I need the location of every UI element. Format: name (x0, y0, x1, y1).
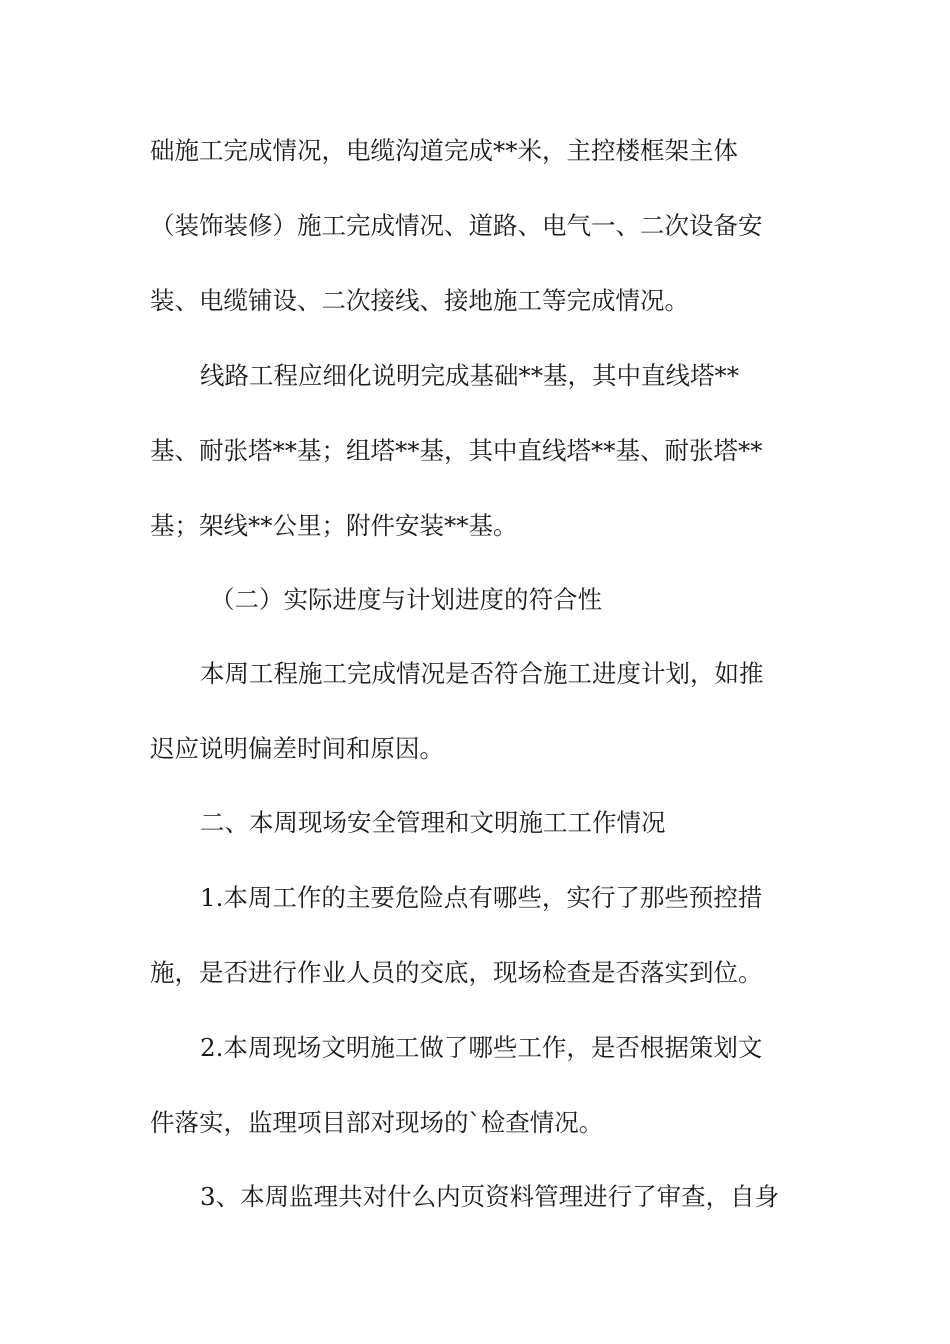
paragraph-line: 础施工完成情况，电缆沟道完成**米，主控楼框架主体 (150, 136, 738, 165)
section-heading: （二）实际进度与计划进度的符合性 (210, 585, 602, 614)
list-item-line: 件落实，监理项目部对现场的`检查情况。 (150, 1108, 604, 1137)
paragraph-line: （装饰装修）施工完成情况、道路、电气一、二次设备安 (150, 211, 763, 240)
paragraph-line: 装、电缆铺设、二次接线、接地施工等完成情况。 (150, 286, 689, 315)
list-item-line: 1.本周工作的主要危险点有哪些，实行了那些预控措 (200, 883, 763, 912)
paragraph-line: 基；架线**公里；附件安装**基。 (150, 511, 518, 540)
paragraph-line: 线路工程应细化说明完成基础**基，其中直线塔** (200, 361, 739, 390)
list-item-line: 3、本周监理共对什么内页资料管理进行了审查，自身 (200, 1182, 780, 1211)
paragraph-line: 本周工程施工完成情况是否符合施工进度计划，如推 (200, 659, 764, 688)
paragraph-line: 迟应说明偏差时间和原因。 (150, 734, 444, 763)
list-item-line: 施，是否进行作业人员的交底，现场检查是否落实到位。 (150, 958, 763, 987)
list-item-line: 2.本周现场文明施工做了哪些工作，是否根据策划文 (200, 1033, 763, 1062)
paragraph-line: 基、耐张塔**基；组塔**基，其中直线塔**基、耐张塔** (150, 436, 763, 465)
section-heading: 二、本周现场安全管理和文明施工工作情况 (200, 808, 666, 837)
